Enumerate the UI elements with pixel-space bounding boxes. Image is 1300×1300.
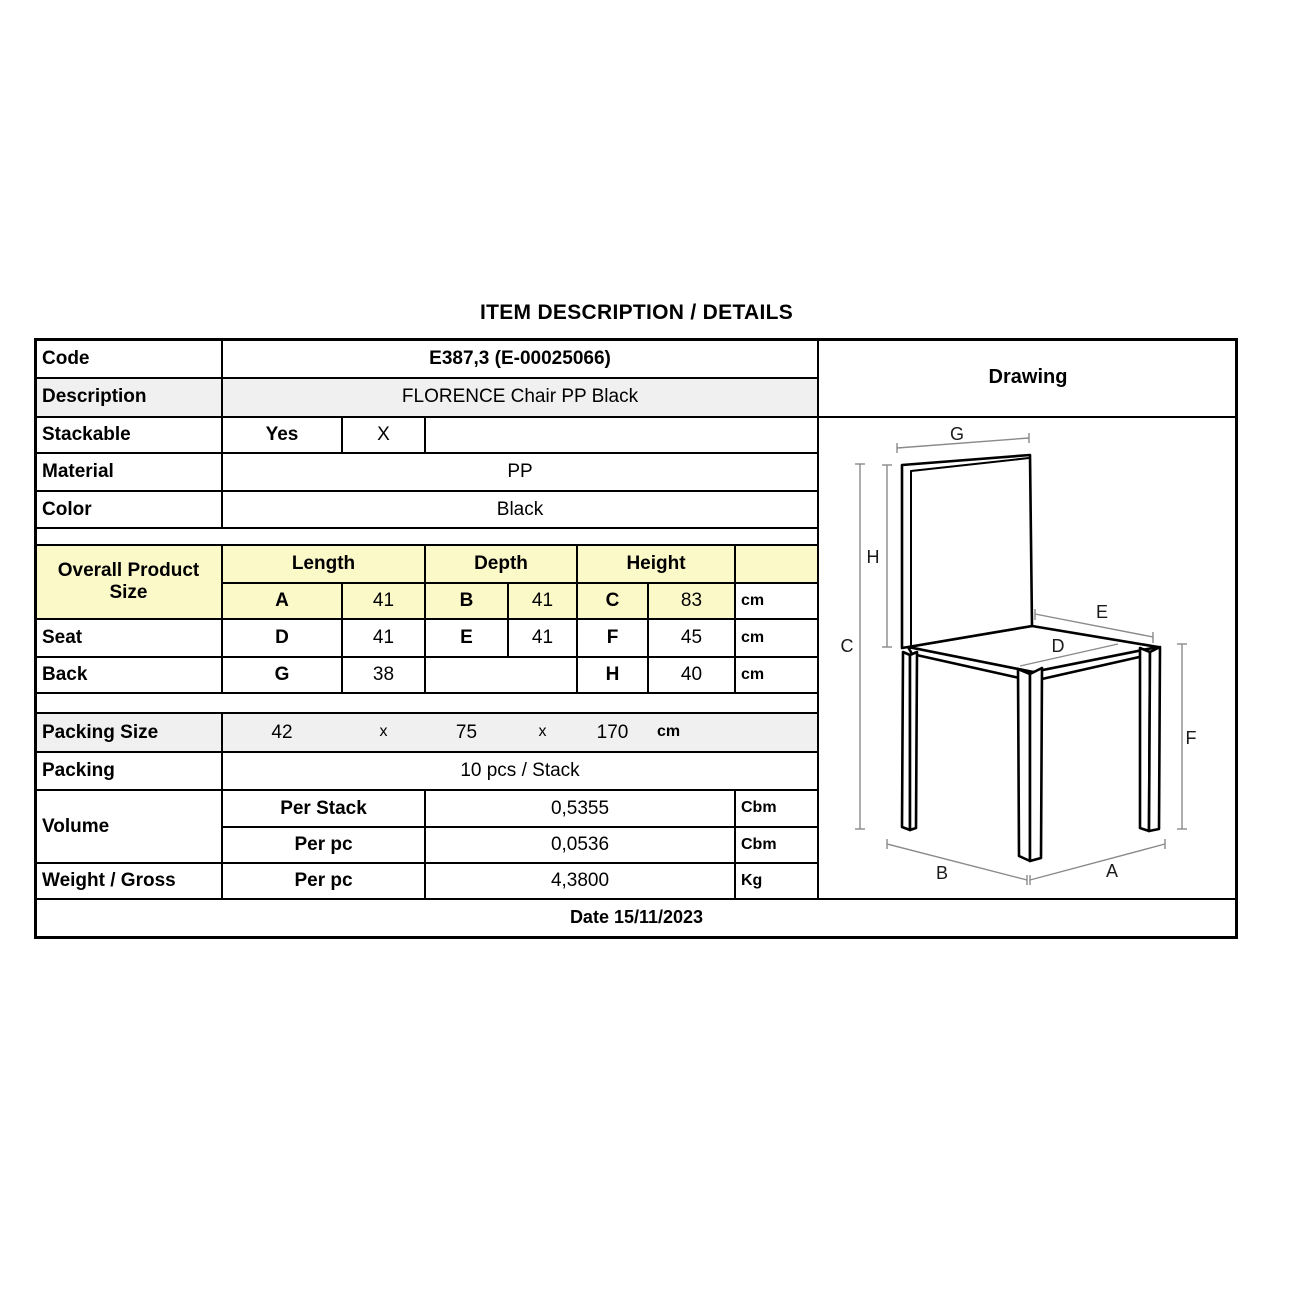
description-label: Description <box>42 386 147 408</box>
volume-label: Volume <box>42 815 110 837</box>
description-value: FLORENCE Chair PP Black <box>401 386 639 408</box>
volume-row-value: 0,0536 <box>550 834 610 856</box>
color-label: Color <box>42 498 92 520</box>
overall-b-key: B <box>459 590 474 612</box>
packing-size-depth: 75 <box>455 721 478 743</box>
overall-c-key: C <box>605 590 620 612</box>
back-g-value: 38 <box>372 664 395 686</box>
back-label: Back <box>42 664 88 686</box>
back-g-key: G <box>274 664 290 686</box>
back-h-value: 40 <box>680 664 703 686</box>
volume-row-unit: Cbm <box>741 835 777 853</box>
seat-d-key: D <box>275 627 289 649</box>
material-label: Material <box>42 461 114 483</box>
date-value: Date 15/11/2023 <box>569 907 704 928</box>
packing-size-unit: cm <box>657 723 681 741</box>
volume-row-value: 0,5355 <box>550 797 610 819</box>
dim-line-a <box>1030 844 1165 880</box>
size-header-depth: Depth <box>474 553 528 575</box>
dim-label-g: G <box>949 424 965 444</box>
size-section-label: Overall Product Size <box>57 560 200 603</box>
page-title: ITEM DESCRIPTION / DETAILS <box>479 301 794 324</box>
overall-unit: cm <box>741 591 765 609</box>
chair-leg <box>1030 668 1042 861</box>
code-label: Code <box>42 347 90 369</box>
code-value: E387,3 (E-00025066) <box>429 347 611 369</box>
dim-line-b <box>887 844 1027 880</box>
dim-label-c: C <box>840 636 854 656</box>
packing-label: Packing <box>42 760 115 782</box>
overall-b-value: 41 <box>531 590 554 612</box>
overall-a-value: 41 <box>372 590 395 612</box>
dim-label-e: E <box>1095 602 1109 622</box>
packing-size-width: 42 <box>271 721 293 743</box>
stackable-mark: X <box>377 423 390 445</box>
dim-label-f: F <box>1185 728 1197 748</box>
packing-size-label: Packing Size <box>42 721 159 743</box>
weight-value: 4,3800 <box>550 870 610 892</box>
dim-label-d: D <box>1051 636 1065 656</box>
seat-unit: cm <box>741 628 765 646</box>
stackable-label: Stackable <box>42 423 131 445</box>
back-unit: cm <box>741 665 765 683</box>
volume-row-unit: Cbm <box>741 799 777 817</box>
chair-backrest <box>902 455 1032 648</box>
packing-size-x2: x <box>538 723 547 741</box>
chair-leg <box>1149 647 1160 831</box>
seat-d-value: 41 <box>372 627 395 649</box>
color-value: Black <box>496 498 544 520</box>
overall-a-key: A <box>275 590 289 612</box>
weight-label: Weight / Gross <box>42 870 176 892</box>
weight-unit: Kg <box>741 871 763 889</box>
material-value: PP <box>507 461 533 483</box>
seat-f-value: 45 <box>680 627 703 649</box>
size-header-length: Length <box>291 553 356 575</box>
seat-e-value: 41 <box>531 627 554 649</box>
chair-leg <box>910 652 917 830</box>
stackable-option: Yes <box>265 423 299 445</box>
weight-key: Per pc <box>294 870 353 892</box>
chair-drawing <box>818 417 1238 899</box>
table-border-bottom <box>34 936 1238 939</box>
volume-row-key: Per pc <box>294 834 353 856</box>
drawing-header: Drawing <box>988 366 1068 388</box>
packing-size-height: 170 <box>596 721 629 743</box>
volume-row-key: Per Stack <box>280 797 367 819</box>
back-h-key: H <box>605 664 620 686</box>
seat-label: Seat <box>42 627 83 649</box>
size-header-height: Height <box>626 553 686 575</box>
dim-label-a: A <box>1105 861 1119 881</box>
chair-leg <box>1018 669 1030 861</box>
seat-e-key: E <box>460 627 473 649</box>
dim-label-b: B <box>935 863 949 883</box>
packing-value: 10 pcs / Stack <box>460 760 580 782</box>
seat-f-key: F <box>606 627 619 649</box>
packing-size-x1: x <box>379 723 388 741</box>
dim-label-h: H <box>866 547 880 567</box>
overall-c-value: 83 <box>680 590 703 612</box>
